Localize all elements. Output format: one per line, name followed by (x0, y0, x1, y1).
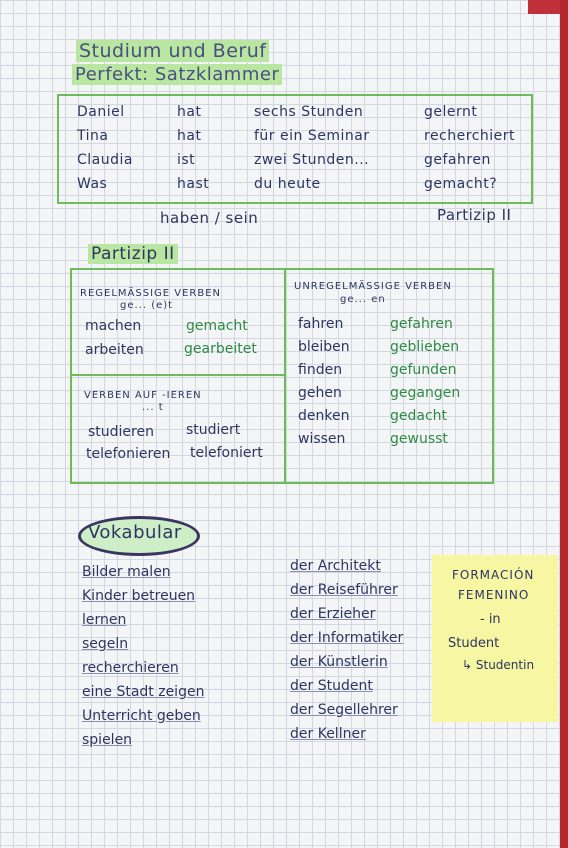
regular-verb-2: arbeiten (85, 342, 144, 358)
note-line-1: FORMACIÓN (452, 568, 535, 582)
vocab-left-item: Bilder malen (82, 564, 171, 580)
irregular-participle: gedacht (390, 408, 448, 424)
vocab-left-item: recherchieren (82, 660, 179, 676)
note-line-2: FEMENINO (458, 588, 530, 602)
sentence-aux: hat (177, 128, 202, 144)
vocab-left-item: spielen (82, 732, 133, 748)
vocab-right-item: der Student (290, 678, 373, 694)
sentence-middle: zwei Stunden... (254, 152, 370, 168)
partizip-heading (88, 244, 178, 264)
sentence-middle: für ein Seminar (254, 128, 370, 144)
sentence-aux: hast (177, 176, 210, 192)
label-haben-sein: haben / sein (160, 209, 259, 227)
sentence-middle: du heute (254, 176, 321, 192)
sentence-participle: gemacht? (424, 176, 498, 192)
regular-heading: REGELMÄSSIGE VERBEN (80, 288, 222, 299)
regular-part-2: gearbeitet (184, 341, 257, 357)
irregular-participle: geblieben (390, 339, 460, 355)
vokabular-heading: Vokabular (88, 522, 182, 543)
irregular-heading: UNREGELMÄSSIGE VERBEN (294, 281, 452, 292)
irregular-verb: wissen (298, 431, 346, 447)
sentence-participle: recherchiert (424, 128, 516, 144)
vocab-right-item: der Segellehrer (290, 702, 398, 718)
vocab-right-item: der Informatiker (290, 630, 404, 646)
ieren-heading: VERBEN AUF -IEREN (84, 390, 202, 401)
sentence-aux: hat (177, 104, 202, 120)
sentence-subject: Tina (77, 128, 109, 144)
partizip-heading-text: Partizip II (88, 244, 178, 264)
regular-part-1: gemacht (186, 318, 248, 334)
vocab-left-item: segeln (82, 636, 129, 652)
vocab-right-item: der Künstlerin (290, 654, 388, 670)
subtitle-text: Perfekt: Satzklammer (72, 64, 282, 85)
ieren-part-2: telefoniert (190, 445, 263, 461)
ieren-verb-1: studieren (88, 424, 154, 440)
vocab-left-item: Kinder betreuen (82, 588, 196, 604)
note-line-3: - in (480, 612, 501, 627)
vocab-right-item: der Architekt (290, 558, 381, 574)
page-title (76, 40, 269, 62)
vocab-left-item: lernen (82, 612, 127, 628)
ieren-verb-2: telefonieren (86, 446, 171, 462)
sentence-subject: Claudia (77, 152, 133, 168)
page-subtitle (72, 64, 282, 85)
sentence-participle: gefahren (424, 152, 491, 168)
irregular-verb: fahren (298, 316, 344, 332)
vocab-left-item: Unterricht geben (82, 708, 201, 724)
title-text: Studium und Beruf (76, 40, 269, 62)
sentence-subject: Daniel (77, 104, 125, 120)
irregular-participle: gewusst (390, 431, 448, 447)
notebook-edge (560, 0, 568, 848)
ieren-pattern: ... t (142, 402, 164, 413)
sentence-subject: Was (77, 176, 108, 192)
vocab-right-item: der Kellner (290, 726, 366, 742)
irregular-verb: finden (298, 362, 343, 378)
irregular-verb: gehen (298, 385, 342, 401)
vocab-right-item: der Erzieher (290, 606, 376, 622)
irregular-verb: denken (298, 408, 350, 424)
note-line-4: Student (448, 636, 500, 651)
irregular-pattern: ge... en (340, 294, 386, 305)
irregular-participle: gefunden (390, 362, 457, 378)
note-line-5: ↳ Studentin (462, 658, 535, 672)
label-partizip: Partizip II (437, 206, 512, 224)
ieren-part-1: studiert (186, 422, 241, 438)
sentence-middle: sechs Stunden (254, 104, 364, 120)
irregular-verb: bleiben (298, 339, 350, 355)
verb-table-hdivider (70, 374, 286, 376)
regular-verb-1: machen (85, 318, 142, 334)
regular-pattern: ge... (e)t (120, 300, 174, 311)
vocab-left-item: eine Stadt zeigen (82, 684, 205, 700)
irregular-participle: gegangen (390, 385, 461, 401)
irregular-participle: gefahren (390, 316, 453, 332)
vocab-right-item: der Reiseführer (290, 582, 398, 598)
sentence-aux: ist (177, 152, 196, 168)
sentence-participle: gelernt (424, 104, 478, 120)
